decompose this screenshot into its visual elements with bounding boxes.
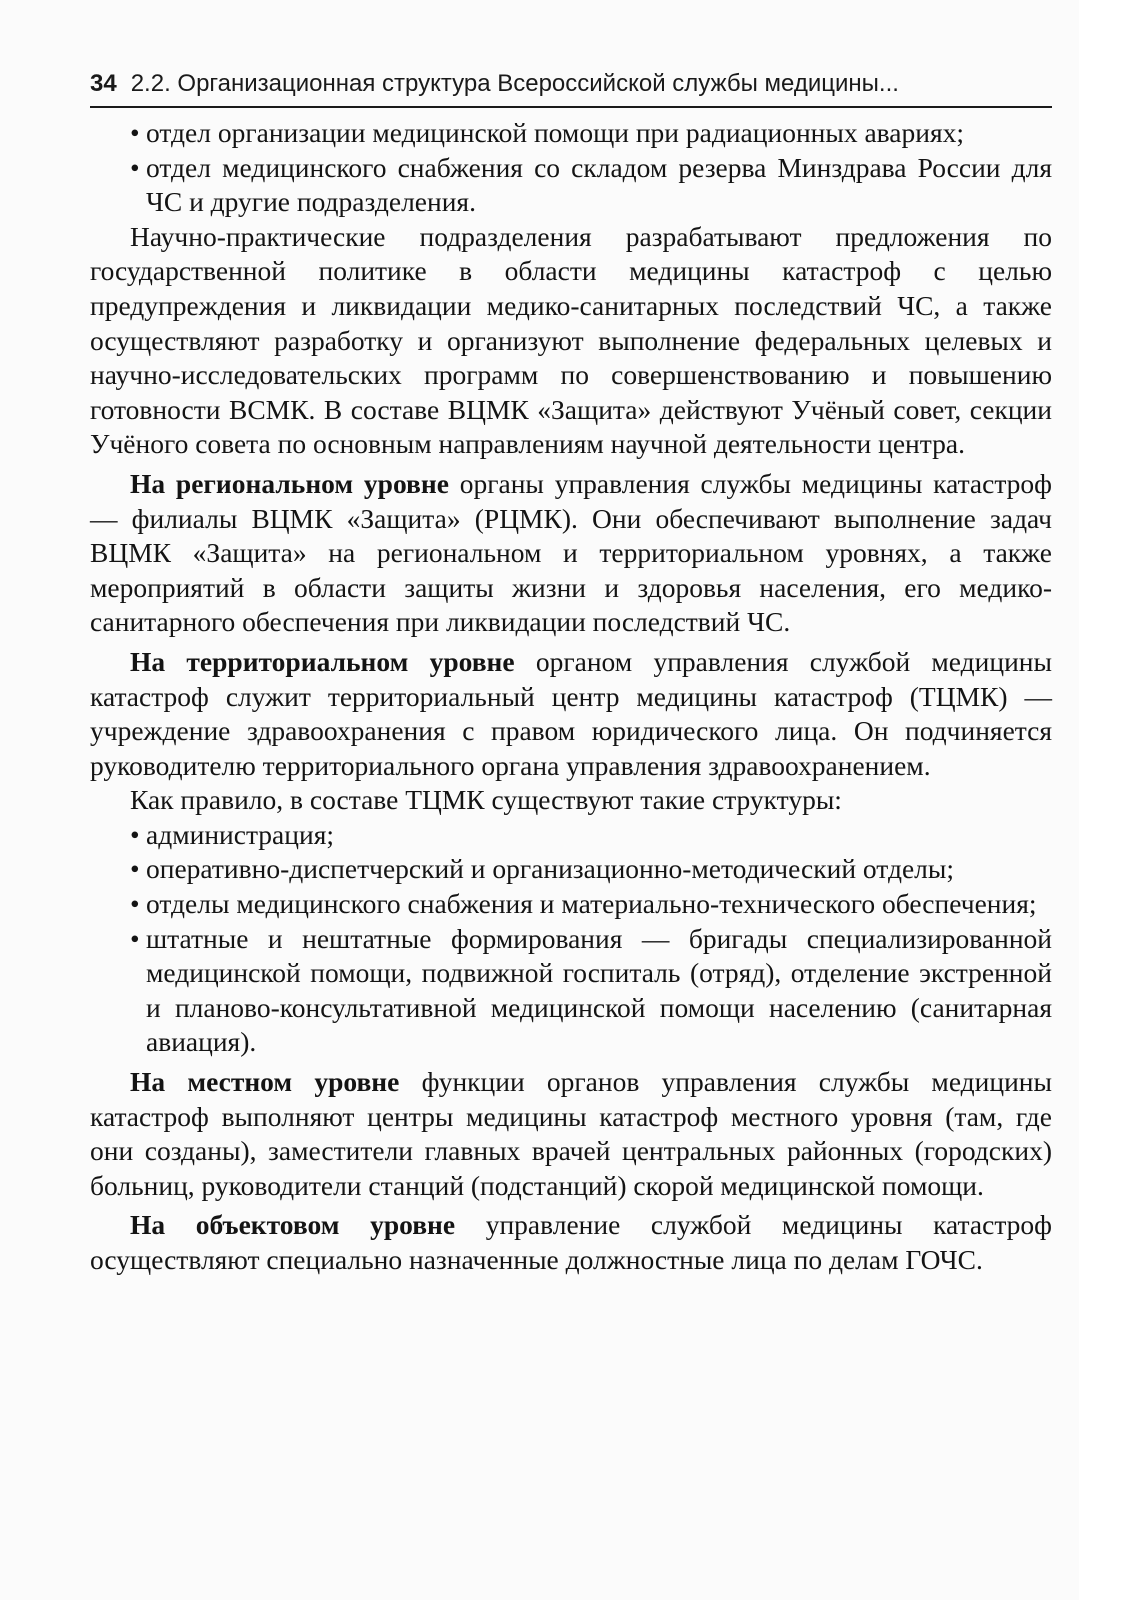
running-title: 2.2. Организационная структура Всероссийской службы медицины... <box>130 70 899 97</box>
list-item: • штатные и нештатные формирования — бригады специализированной медицинской помощи, подвижной госпиталь (отряд), отделение экстренной и планово-консультативной медицинской помощи населению (санитарная авиация). <box>130 922 1052 1058</box>
list-item: • отдел медицинского снабжения со складом резерва Минздрава России для ЧС и другие подразделения. <box>130 151 1052 218</box>
bullet-icon: • <box>130 117 140 148</box>
page-body <box>90 116 1052 1278</box>
list-item: • администрация; <box>90 818 1052 853</box>
paragraph-regional-level: На региональном уровне органы управления службы медицины катастроф — филиалы ВЦМК «Защита» (РЦМК). Они обеспечивают выполнение задач ВЦМК «Защита» на региональном и территориальном уровнях, а также мероприятий в области защиты жизни и здоровья населения, его медико-санитарного обеспечения при ликвидации последствий ЧС. <box>90 467 1053 638</box>
list-item: • оперативно-диспетчерский и организационно-методический отделы; <box>90 852 1052 887</box>
bullet-icon: • <box>130 151 140 183</box>
bullet-icon: • <box>130 888 140 920</box>
paragraph-tcmk-structures: Как правило, в составе ТЦМК существуют такие структуры: <box>130 784 842 816</box>
bullet-icon: • <box>130 818 140 850</box>
paragraph-scientific-units: Научно-практические подразделения разрабатывают предложения по государственной политике в области медицины катастроф с целью предупреждения и ликвидации медико-санитарных последствий ЧС, а также осуществляют разработку и организуют выполнение федеральных целевых и научно-исследовательских программ по совершенствованию и повышению готовности ВСМК. В составе ВЦМК «Защита» действуют Учёный совет, секции Учёного совета по основным направлениям научной деятельности центра. <box>90 220 1052 460</box>
tcmk-structure-list <box>90 818 1052 1060</box>
running-header <box>90 70 1052 108</box>
bullet-icon: • <box>130 853 140 885</box>
regional-level-heading: На региональном уровне <box>130 467 449 499</box>
paragraph-object-level: На объектовом уровне управление службой медицины катастроф осуществляют специально назначенные должностные лица по делам ГОЧС. <box>90 1209 1052 1275</box>
list-item: • отделы медицинского снабжения и материально-технического обеспечения; <box>90 887 1052 922</box>
page-number: 34 <box>90 70 117 97</box>
paragraph-territorial-level: На территориальном уровне органом управления службой медицины катастроф служит территориальный центр медицины катастроф (ТЦМК) — учреждение здравоохранения с правом юридического лица. Он подчиняется руководителю территориального органа управления здравоохранением. <box>90 645 1052 781</box>
local-level-heading: На местном уровне <box>130 1066 400 1098</box>
bullet-icon: • <box>130 922 140 954</box>
territorial-level-heading: На территориальном уровне <box>130 645 515 677</box>
object-level-heading: На объектовом уровне <box>130 1209 456 1241</box>
page-margin-right <box>1079 0 1131 1600</box>
paragraph-local-level: На местном уровне функции органов управления службы медицины катастроф выполняют центры медицины катастроф местного уровня (там, где они созданы), заместители главных врачей центральных районных (городских) больниц, руководители станций (подстанций) скорой медицинской помощи. <box>90 1066 1052 1201</box>
list-item: • отдел организации медицинской помощи при радиационных авариях; <box>90 116 1052 151</box>
department-list <box>90 116 1052 220</box>
